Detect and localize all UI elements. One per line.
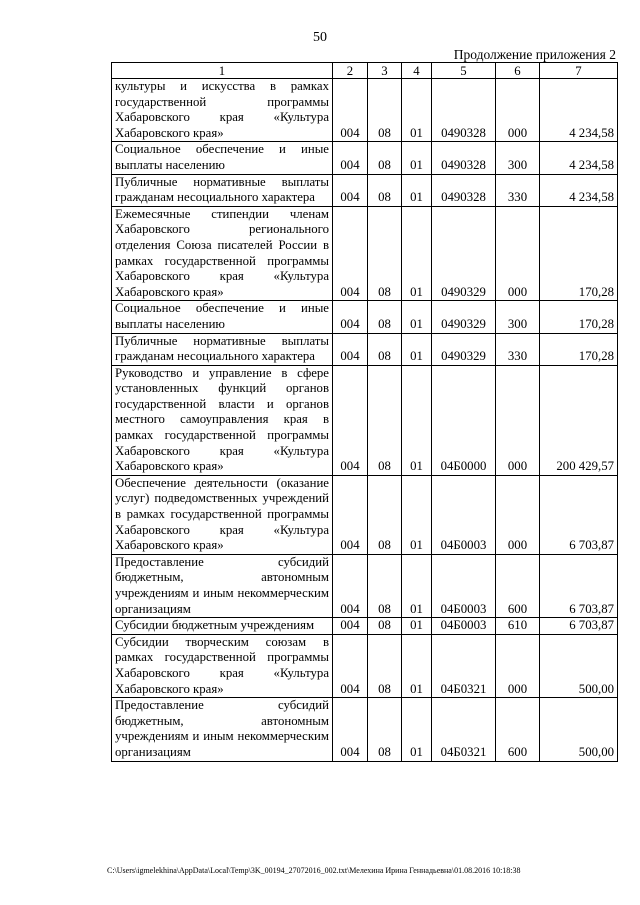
expense-type-cell: 300	[496, 301, 540, 333]
target-code-cell: 04Б0003	[432, 475, 496, 554]
target-code-cell: 0490329	[432, 301, 496, 333]
amount-cell: 4 234,58	[540, 174, 618, 206]
subsection-code-cell: 01	[402, 634, 432, 697]
table-row	[112, 618, 618, 635]
section-code-cell: 08	[368, 634, 402, 697]
gr-code-cell: 004	[333, 475, 368, 554]
target-code-cell: 04Б0003	[432, 618, 496, 635]
row-name-cell: Обеспечение деятельности (оказание услуг) подведомственных учреждений в рамках государственной программы Хабаровского края «Культура Хабаровского края»	[112, 475, 333, 554]
amount-cell: 170,28	[540, 206, 618, 301]
table-row	[112, 698, 618, 761]
amount-cell: 4 234,58	[540, 142, 618, 174]
subsection-code-cell: 01	[402, 618, 432, 635]
footer-file-path: C:\Users\igmelekhina\AppData\Local\Temp\3K_00194_27072016_002.txt\Мелехина Ирина Геннадьевна\01.08.2016 10:18:38	[107, 866, 521, 875]
section-code-cell: 08	[368, 142, 402, 174]
subsection-code-cell: 01	[402, 554, 432, 617]
column-header: 5	[432, 63, 496, 79]
table-body	[112, 79, 618, 762]
expense-type-cell: 000	[496, 634, 540, 697]
column-header: 1	[112, 63, 333, 79]
subsection-code-cell: 01	[402, 365, 432, 475]
amount-cell: 4 234,58	[540, 79, 618, 142]
target-code-cell: 04Б0003	[432, 554, 496, 617]
expense-type-cell: 330	[496, 333, 540, 365]
gr-code-cell: 004	[333, 301, 368, 333]
column-header: 3	[368, 63, 402, 79]
gr-code-cell: 004	[333, 79, 368, 142]
section-code-cell: 08	[368, 174, 402, 206]
subsection-code-cell: 01	[402, 698, 432, 761]
target-code-cell: 0490329	[432, 206, 496, 301]
gr-code-cell: 004	[333, 206, 368, 301]
gr-code-cell: 004	[333, 333, 368, 365]
table-row	[112, 333, 618, 365]
section-code-cell: 08	[368, 206, 402, 301]
header-row	[112, 63, 618, 79]
row-name-cell: Публичные нормативные выплаты гражданам несоциального характера	[112, 174, 333, 206]
table-row	[112, 475, 618, 554]
expense-type-cell: 600	[496, 554, 540, 617]
subsection-code-cell: 01	[402, 174, 432, 206]
table-row	[112, 206, 618, 301]
target-code-cell: 04Б0321	[432, 634, 496, 697]
row-name-cell: Ежемесячные стипендии членам Хабаровского регионального отделения Союза писателей России в рамках государственной программы Хабаровского края «Культура Хабаровского края»	[112, 206, 333, 301]
section-code-cell: 08	[368, 475, 402, 554]
row-name-cell: культуры и искусства в рамках государственной программы Хабаровского края «Культура Хабаровского края»	[112, 79, 333, 142]
row-name-cell: Предоставление субсидий бюджетным, автономным учреждениям и иным некоммерческим организациям	[112, 554, 333, 617]
gr-code-cell: 004	[333, 634, 368, 697]
column-header: 6	[496, 63, 540, 79]
section-code-cell: 08	[368, 333, 402, 365]
expense-type-cell: 300	[496, 142, 540, 174]
table-row	[112, 634, 618, 697]
expense-type-cell: 000	[496, 475, 540, 554]
table-row	[112, 365, 618, 475]
amount-cell: 6 703,87	[540, 475, 618, 554]
expense-type-cell: 000	[496, 206, 540, 301]
section-code-cell: 08	[368, 618, 402, 635]
column-header: 4	[402, 63, 432, 79]
subsection-code-cell: 01	[402, 475, 432, 554]
continuation-caption: Продолжение приложения 2	[453, 47, 616, 62]
target-code-cell: 04Б0000	[432, 365, 496, 475]
gr-code-cell: 004	[333, 698, 368, 761]
table-row	[112, 301, 618, 333]
section-code-cell: 08	[368, 554, 402, 617]
expense-type-cell: 330	[496, 174, 540, 206]
row-name-cell: Субсидии творческим союзам в рамках государственной программы Хабаровского края «Культура Хабаровского края»	[112, 634, 333, 697]
amount-cell: 500,00	[540, 634, 618, 697]
subsection-code-cell: 01	[402, 333, 432, 365]
table-row	[112, 554, 618, 617]
page-number: 50	[313, 30, 327, 45]
amount-cell: 6 703,87	[540, 618, 618, 635]
gr-code-cell: 004	[333, 174, 368, 206]
section-code-cell: 08	[368, 79, 402, 142]
target-code-cell: 0490328	[432, 174, 496, 206]
subsection-code-cell: 01	[402, 79, 432, 142]
expense-type-cell: 000	[496, 79, 540, 142]
table-row	[112, 174, 618, 206]
table-row	[112, 79, 618, 142]
table-row	[112, 142, 618, 174]
row-name-cell: Субсидии бюджетным учреждениям	[112, 618, 333, 635]
subsection-code-cell: 01	[402, 301, 432, 333]
expense-type-cell: 600	[496, 698, 540, 761]
subsection-code-cell: 01	[402, 206, 432, 301]
column-header: 2	[333, 63, 368, 79]
expense-type-cell: 610	[496, 618, 540, 635]
row-name-cell: Социальное обеспечение и иные выплаты населению	[112, 142, 333, 174]
gr-code-cell: 004	[333, 618, 368, 635]
row-name-cell: Предоставление субсидий бюджетным, автономным учреждениям и иным некоммерческим организациям	[112, 698, 333, 761]
section-code-cell: 08	[368, 301, 402, 333]
gr-code-cell: 004	[333, 365, 368, 475]
row-name-cell: Публичные нормативные выплаты гражданам несоциального характера	[112, 333, 333, 365]
amount-cell: 170,28	[540, 333, 618, 365]
target-code-cell: 0490328	[432, 79, 496, 142]
amount-cell: 170,28	[540, 301, 618, 333]
target-code-cell: 0490328	[432, 142, 496, 174]
gr-code-cell: 004	[333, 554, 368, 617]
section-code-cell: 08	[368, 365, 402, 475]
amount-cell: 6 703,87	[540, 554, 618, 617]
expense-type-cell: 000	[496, 365, 540, 475]
column-header: 7	[540, 63, 618, 79]
target-code-cell: 04Б0321	[432, 698, 496, 761]
target-code-cell: 0490329	[432, 333, 496, 365]
row-name-cell: Социальное обеспечение и иные выплаты населению	[112, 301, 333, 333]
section-code-cell: 08	[368, 698, 402, 761]
amount-cell: 500,00	[540, 698, 618, 761]
budget-table	[111, 62, 618, 762]
amount-cell: 200 429,57	[540, 365, 618, 475]
gr-code-cell: 004	[333, 142, 368, 174]
subsection-code-cell: 01	[402, 142, 432, 174]
row-name-cell: Руководство и управление в сфере установленных функций органов государственной власти и органов местного самоуправления края в рамках государственной программы Хабаровского края «Культура Хабаровского края»	[112, 365, 333, 475]
